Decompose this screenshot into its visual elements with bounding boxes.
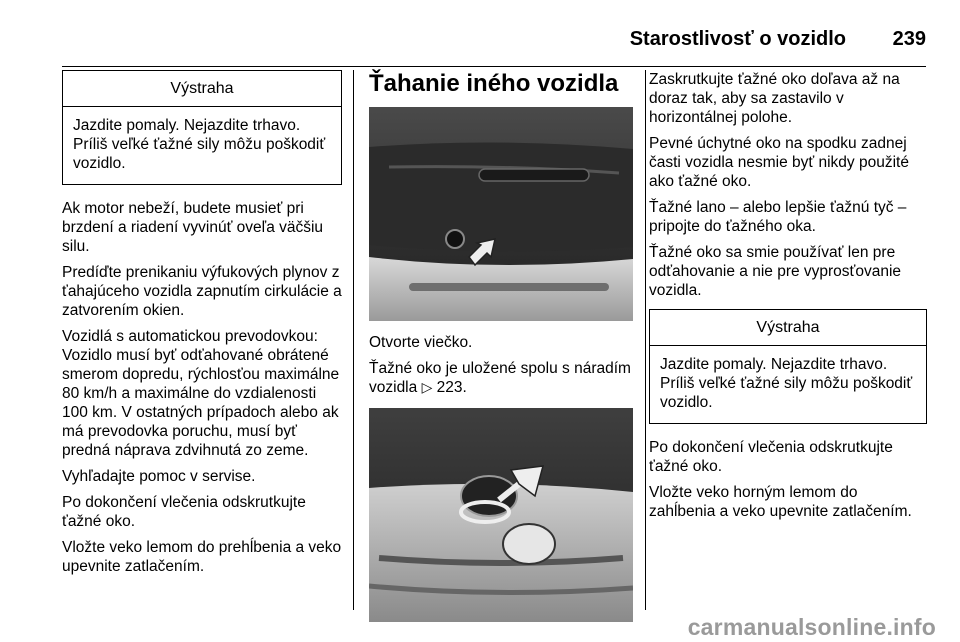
arrow-ref-icon: ▷ [421,379,433,395]
warning-title: Výstraha [650,310,926,346]
rear-bumper-cover-illustration [369,107,633,321]
column-divider-2 [645,70,646,610]
column-2 [369,70,633,622]
warning-box [649,309,927,424]
paragraph: Ťažné lano – alebo lepšie ťažnú tyč – pripojte do ťažného oka. [649,199,907,235]
header-title: Starostlivosť o vozidlo [629,28,846,50]
caption-open-cover: Otvorte viečko. [369,334,473,351]
paragraph: Ak motor nebeží, budete musieť pri brzdení a riadení vyvinúť oveľa väčšiu silu. [62,200,324,255]
column-1 [62,70,342,583]
paragraph: Po dokončení vlečenia odskrutkujte ťažné oko. [62,494,306,530]
section-title: Ťahanie iného vozidla [369,70,619,97]
watermark: carmanualsonline.info [687,614,936,640]
paragraph: Vozidlá s automatickou prevodovkou: Vozidlo musí byť odťahované obrátené smerom dopredu, rýchlosťou maximálne 80 km/h a maximálne do vzdialenosti 100 km. V ostatných prípadoch alebo ak má prevodovka poruchu, musí byť predná náprava zdvihnutá zo zeme. [62,328,340,459]
paragraph: Po dokončení vlečenia odskrutkujte ťažné oko. [649,439,893,475]
warning-text: Jazdite pomaly. Nejazdite trhavo. Príliš veľké ťažné sily môžu poškodiť vozidlo. [660,356,913,411]
paragraph: Zaskrutkujte ťažné oko doľava až na doraz tak, aby sa zastavilo v horizontálnej polohe. [649,71,900,126]
paragraph: Vložte veko lemom do prehĺbenia a veko upevnite zatlačením. [62,539,342,575]
caption-tow-eye-text: Ťažné oko je uložené spolu s náradím vozidla [369,360,631,396]
paragraph: Predíďte prenikaniu výfukových plynov z ťahajúceho vozidla zapnutím cirkulácie a zatvorením okien. [62,264,342,319]
paragraph: Ťažné oko sa smie používať len pre odťahovanie a nie pre vyprosťovanie vozidla. [649,244,902,299]
caption-tow-eye-location [369,359,633,397]
page-number: 239 [892,28,926,50]
column-divider-1 [353,70,354,610]
warning-text: Jazdite pomaly. Nejazdite trhavo. Príliš veľké ťažné sily môžu poškodiť vozidlo. [73,117,326,172]
paragraph: Vložte veko horným lemom do zahĺbenia a veko upevnite zatlačením. [649,484,912,520]
warning-title: Výstraha [63,71,341,107]
warning-box [62,70,342,185]
paragraph: Vyhľadajte pomoc v servise. [62,468,256,485]
paragraph: Pevné úchytné oko na spodku zadnej časti vozidla nesmie byť nikdy použité ako ťažné oko. [649,135,909,190]
page-reference: 223. [436,379,467,396]
page-header [0,22,926,54]
header-rule [62,66,926,67]
column-3 [649,70,927,528]
tow-eye-installation-illustration [369,408,633,622]
